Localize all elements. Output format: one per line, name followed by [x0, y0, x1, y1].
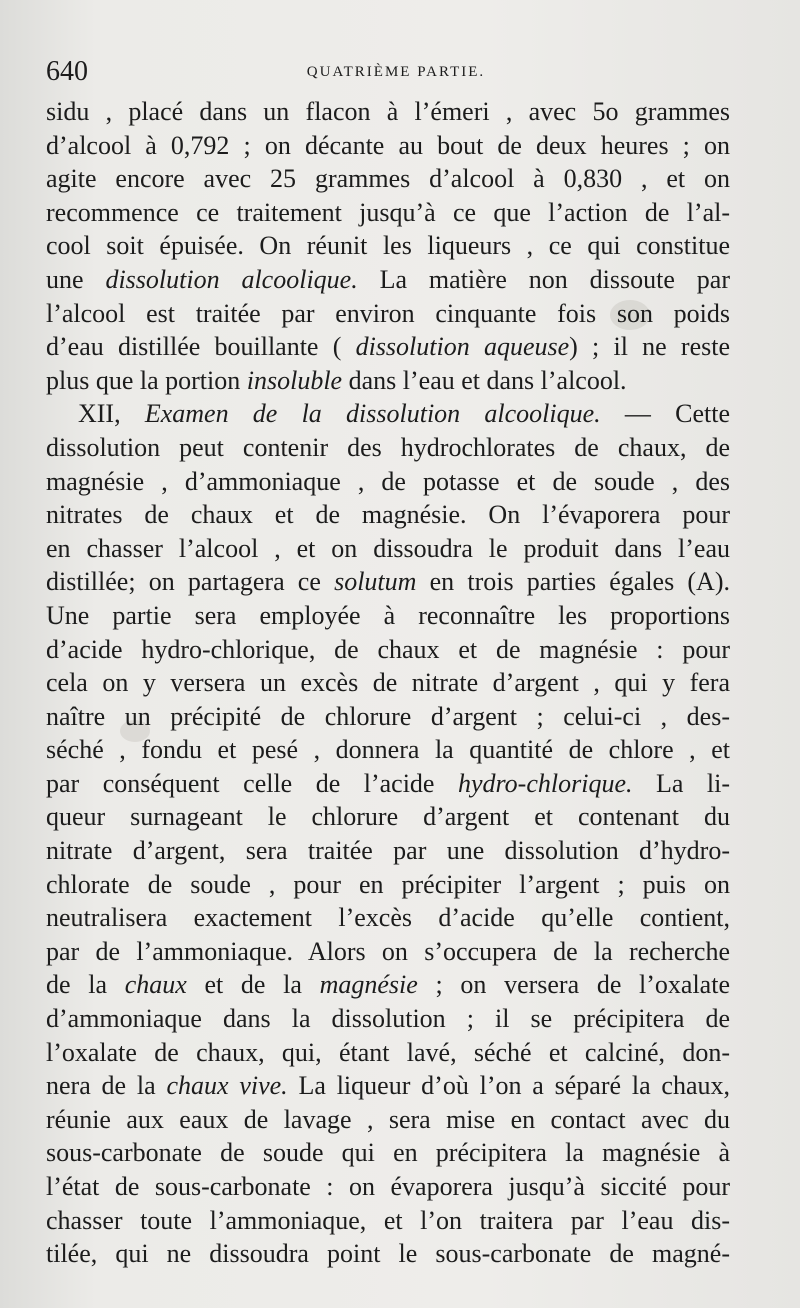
text-line — [46, 968, 730, 1002]
text-segment: recommence ce traitement jusqu’à ce que l’action de l’al- — [46, 197, 730, 227]
text-segment: ; on versera de l’oxalate — [417, 970, 730, 1000]
italic-text: dissolution aqueuse — [355, 332, 570, 362]
text-segment: réunie aux eaux de lavage , sera mise en contact avec du — [46, 1104, 730, 1134]
text-line — [46, 1069, 730, 1103]
text-line — [46, 1036, 730, 1070]
text-line — [46, 901, 730, 935]
text-line — [46, 834, 730, 868]
text-segment: par conséquent celle de l’acide — [46, 768, 458, 798]
text-line — [46, 1204, 730, 1238]
text-line — [46, 1103, 730, 1137]
page-header — [46, 56, 746, 90]
text-segment: et de la — [186, 970, 320, 1000]
text-segment: l’état de sous-carbonate : on évaporera jusqu’à siccité pour — [46, 1172, 730, 1201]
text-line — [46, 431, 730, 465]
text-segment: neutralisera exactement l’excès d’acide qu’elle contient, — [46, 903, 730, 933]
text-segment: naître un précipité de chlorure d’argent ; celui-ci , des- — [46, 701, 730, 731]
text-line — [46, 129, 730, 163]
text-segment: XII, — [78, 399, 145, 429]
text-segment: nitrate d’argent, sera traitée par une dissolution d’hydro- — [46, 836, 730, 866]
text-segment: La li- — [632, 768, 731, 798]
text-segment: queur surnageant le chlorure d’argent et contenant du — [46, 802, 730, 832]
text-segment: La matière non dissoute par — [357, 264, 730, 294]
italic-text: hydro-chlorique. — [457, 768, 633, 798]
text-segment: par de l’ammoniaque. Alors on s’occupera de la recherche — [46, 936, 730, 966]
body-text — [46, 95, 730, 1271]
text-line — [46, 767, 730, 801]
text-segment: d’ammoniaque dans la dissolution ; il se précipitera de — [46, 1004, 730, 1034]
text-line — [46, 364, 730, 398]
text-segment: chlorate de soude , pour en précipiter l’argent ; puis on — [46, 869, 730, 899]
text-segment: cool soit épuisée. On réunit les liqueurs , ce qui constitue — [46, 231, 730, 261]
text-segment: d’eau distillée bouillante ( — [46, 332, 356, 362]
text-segment: chasser toute l’ammoniaque, et l’on traitera par l’eau dis- — [46, 1205, 730, 1235]
text-segment: La liqueur d’où l’on a séparé la chaux, — [287, 1071, 730, 1101]
text-segment: nera de la — [46, 1071, 167, 1101]
italic-text: insoluble — [246, 365, 343, 395]
italic-text: chaux — [124, 970, 187, 1000]
text-line — [46, 868, 730, 902]
text-segment: d’acide hydro-chlorique, de chaux et de magnésie : pour — [46, 634, 730, 664]
text-line — [46, 733, 730, 767]
text-segment: magnésie , d’ammoniaque , de potasse et de soude , des — [46, 466, 730, 496]
text-segment: agite encore avec 25 grammes d’alcool à 0,830 , et on — [46, 164, 730, 194]
text-line — [46, 1136, 730, 1170]
text-line — [46, 532, 730, 566]
text-segment: dans l’eau et dans l’alcool. — [342, 365, 627, 395]
text-segment: ) ; il ne reste — [569, 332, 731, 362]
text-line — [46, 229, 730, 263]
italic-text: chaux vive. — [166, 1071, 288, 1101]
italic-text: dissolution alcoolique. — [105, 264, 358, 294]
text-line — [46, 800, 730, 834]
text-segment: en chasser l’alcool , et on dissoudra le produit dans l’eau — [46, 533, 730, 563]
text-segment: d’alcool à 0,792 ; on décante au bout de deux heures ; on — [46, 130, 730, 160]
text-line — [46, 330, 730, 364]
running-head: QUATRIÈME PARTIE. — [306, 64, 486, 80]
text-segment: une — [46, 264, 106, 294]
text-line — [46, 666, 730, 700]
text-segment: sous-carbonate de soude qui en précipitera la magnésie à — [46, 1138, 730, 1168]
text-segment: Une partie sera employée à reconnaître les proportions — [46, 600, 730, 630]
text-line — [46, 700, 730, 734]
text-line — [46, 465, 730, 499]
text-line — [46, 1170, 730, 1204]
text-segment: l’alcool est traitée par environ cinquante fois son poids — [46, 298, 730, 328]
text-line — [46, 95, 730, 129]
text-segment: sidu , placé dans un flacon à l’émeri , avec 5o grammes — [46, 97, 730, 126]
text-line — [46, 162, 730, 196]
text-segment: — Cette — [600, 399, 730, 429]
text-line — [46, 498, 730, 532]
text-line — [46, 1002, 730, 1036]
text-segment: séché , fondu et pesé , donnera la quantité de chlore , et — [46, 735, 730, 765]
text-segment: cela on y versera un excès de nitrate d’argent , qui y fera — [46, 668, 730, 698]
text-segment: tilée, qui ne dissoudra point le sous-carbonate de magné- — [46, 1239, 730, 1269]
text-segment: de la — [46, 970, 125, 1000]
text-segment: l’oxalate de chaux, qui, étant lavé, séché et calciné, don- — [46, 1037, 730, 1067]
text-segment: distillée; on partagera ce — [46, 567, 335, 597]
page-number: 640 — [46, 56, 88, 87]
text-line — [46, 565, 730, 599]
text-line — [46, 633, 730, 667]
text-segment: dissolution peut contenir des hydrochlorates de chaux, de — [46, 432, 730, 462]
text-segment: en trois parties égales (A). — [416, 567, 730, 597]
italic-text: Examen de la dissolution alcoolique. — [144, 399, 601, 429]
text-segment: plus que la portion — [46, 365, 247, 395]
text-line — [46, 196, 730, 230]
text-line — [46, 599, 730, 633]
text-line — [46, 263, 730, 297]
text-line — [46, 297, 730, 331]
text-segment: nitrates de chaux et de magnésie. On l’évaporera pour — [46, 500, 730, 530]
text-line — [46, 935, 730, 969]
italic-text: magnésie — [319, 970, 418, 1000]
text-line — [46, 397, 730, 431]
italic-text: solutum — [334, 567, 417, 597]
text-line — [46, 1237, 730, 1271]
